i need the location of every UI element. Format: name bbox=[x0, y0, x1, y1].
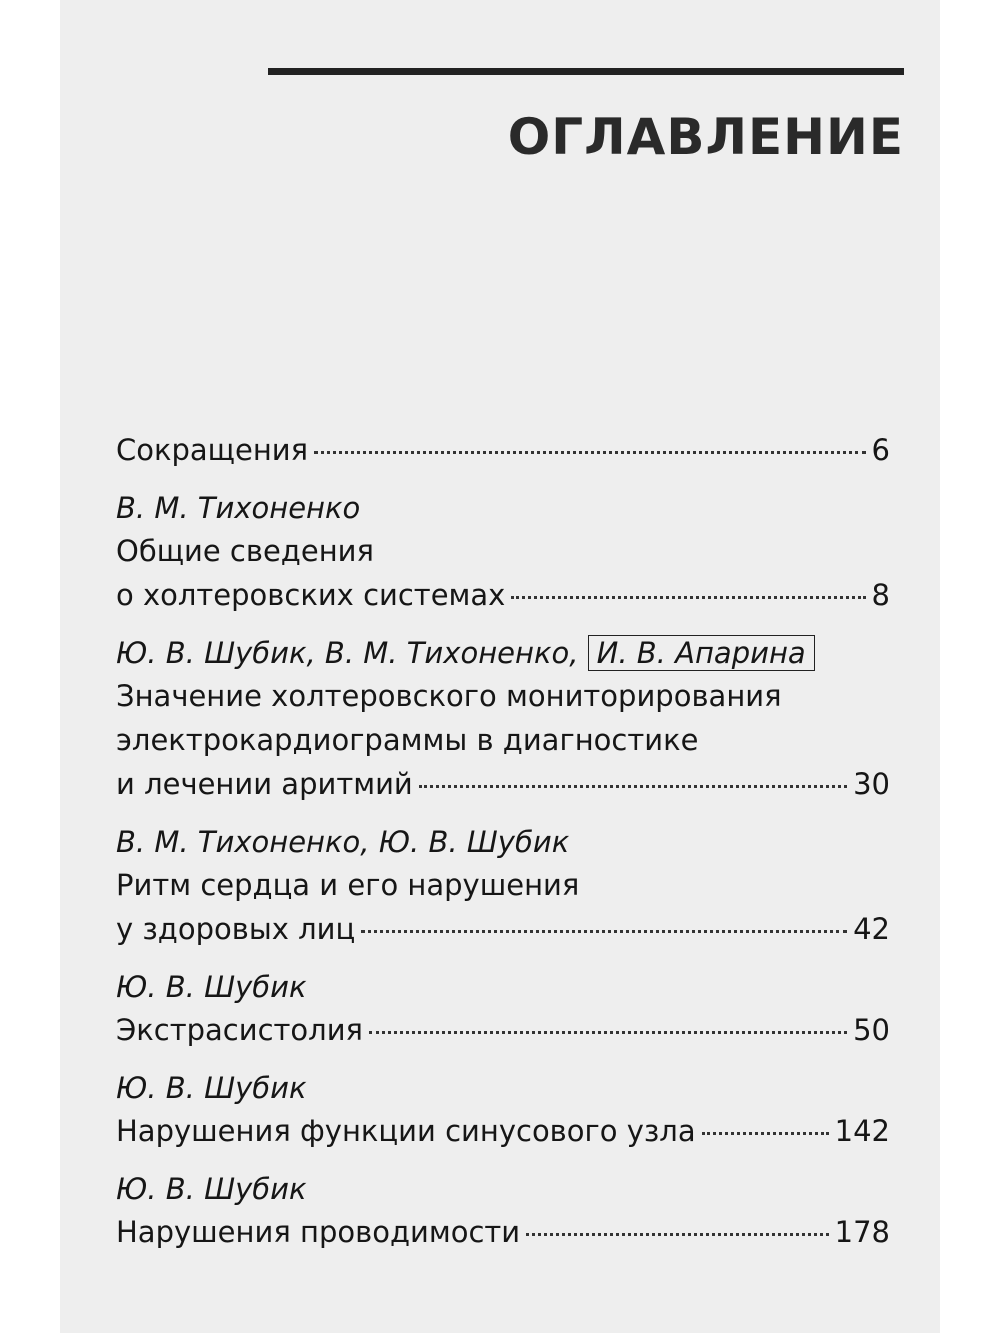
page-number: 142 bbox=[834, 1114, 890, 1148]
page-number: 50 bbox=[853, 1013, 890, 1047]
dot-leader bbox=[526, 1233, 828, 1236]
toc-entry-title-line: Ритм сердца и его нарушения bbox=[116, 868, 580, 902]
toc-entry-authors bbox=[116, 632, 890, 674]
toc-entry-title: о холтеровских системах bbox=[116, 578, 506, 612]
author-names: Ю. В. Шубик, В. М. Тихоненко, bbox=[116, 636, 579, 670]
page-number: 178 bbox=[834, 1215, 890, 1249]
dot-leader bbox=[511, 596, 865, 599]
dot-leader bbox=[419, 785, 847, 788]
page-number: 6 bbox=[871, 433, 890, 467]
toc-entry-authors: Ю. В. Шубик bbox=[116, 1172, 307, 1206]
toc-entry-authors: Ю. В. Шубик bbox=[116, 1071, 307, 1105]
table-of-contents bbox=[116, 428, 890, 1269]
toc-entry-extrasystole bbox=[116, 966, 890, 1052]
toc-entry-title: у здоровых лиц bbox=[116, 912, 356, 946]
toc-entry-heart-rhythm bbox=[116, 821, 890, 951]
page-number: 30 bbox=[853, 767, 890, 801]
toc-entry-title: Экстрасистолия bbox=[116, 1013, 363, 1047]
dot-leader bbox=[702, 1132, 829, 1135]
toc-entry-title: Сокращения bbox=[116, 433, 309, 467]
toc-entry-title-line: электрокардиограммы в диагностике bbox=[116, 723, 699, 757]
toc-entry-conduction bbox=[116, 1168, 890, 1254]
toc-entry-authors: В. М. Тихоненко, Ю. В. Шубик bbox=[116, 825, 570, 859]
toc-entry-title: и лечении аритмий bbox=[116, 767, 413, 801]
toc-entry-title: Нарушения функции синусового узла bbox=[116, 1114, 696, 1148]
toc-entry-sinus-node bbox=[116, 1067, 890, 1153]
toc-entry-authors: Ю. В. Шубик bbox=[116, 970, 307, 1004]
boxed-author-name: И. В. Апарина bbox=[588, 635, 815, 671]
page-number: 8 bbox=[871, 578, 890, 612]
dot-leader bbox=[361, 930, 847, 933]
toc-entry-authors: В. М. Тихоненко bbox=[116, 491, 361, 525]
toc-entry-holter-monitoring bbox=[116, 632, 890, 806]
toc-entry-title-line: Общие сведения bbox=[116, 534, 374, 568]
dot-leader bbox=[369, 1031, 847, 1034]
page-number: 42 bbox=[853, 912, 890, 946]
toc-entry-title-line: Значение холтеровского мониторирования bbox=[116, 679, 782, 713]
header-rule bbox=[268, 68, 904, 75]
toc-entry-title: Нарушения проводимости bbox=[116, 1215, 521, 1249]
toc-entry-general-info bbox=[116, 487, 890, 617]
dot-leader bbox=[314, 451, 865, 454]
toc-entry-abbreviations bbox=[116, 428, 890, 472]
page-title: ОГЛАВЛЕНИЕ bbox=[507, 108, 904, 166]
